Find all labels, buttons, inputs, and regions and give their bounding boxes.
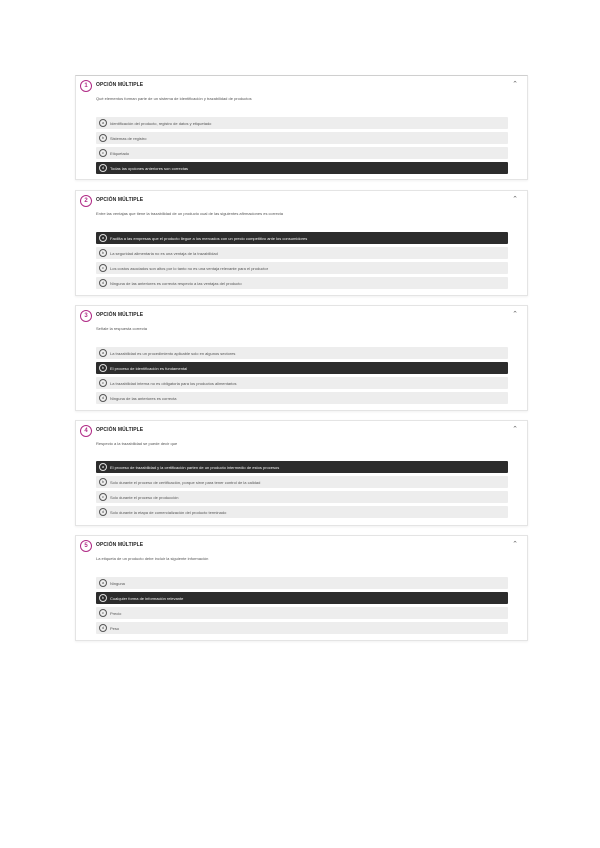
answer-option[interactable] — [96, 117, 508, 129]
question-text: Respecto a la trazabilidad se puede decir que — [96, 441, 178, 446]
question-type: OPCIÓN MÚLTIPLE — [96, 427, 144, 433]
chevron-up-icon[interactable]: ⌃ — [512, 541, 518, 548]
chevron-up-icon[interactable]: ⌃ — [512, 81, 518, 88]
chevron-up-icon[interactable]: ⌃ — [512, 311, 518, 318]
question-header[interactable] — [76, 76, 527, 96]
question-number: 3 — [80, 310, 92, 322]
answer-option[interactable] — [96, 147, 508, 159]
answer-option[interactable] — [96, 476, 508, 488]
option-letter: c — [99, 493, 107, 501]
answer-options — [96, 577, 508, 637]
option-letter: d — [99, 394, 107, 402]
option-letter: c — [99, 264, 107, 272]
chevron-up-icon[interactable]: ⌃ — [512, 196, 518, 203]
option-letter: a — [99, 234, 107, 242]
option-letter: b — [99, 364, 107, 372]
answer-option[interactable] — [96, 262, 508, 274]
option-letter: d — [99, 279, 107, 287]
answer-option[interactable] — [96, 347, 508, 359]
option-text: La seguridad alimentaria no es una ventaja de la trazabilidad — [110, 250, 218, 256]
option-letter: a — [99, 349, 107, 357]
option-text: Solo durante la etapa de comercialización del producto terminado — [110, 509, 227, 515]
option-text: El proceso de trazabilidad y la certificación parten de un producto intermedio de estos procesos — [110, 464, 280, 470]
option-text: Solo durante el proceso de producción — [110, 494, 179, 500]
answer-option[interactable] — [96, 577, 508, 589]
option-text: Ninguna de las anteriores es correcta respecto a las ventajas del producto — [110, 280, 242, 286]
question-text: Señale la respuesta correcta — [96, 326, 147, 331]
option-letter: d — [99, 164, 107, 172]
question-header[interactable] — [76, 191, 527, 211]
answer-option-selected[interactable] — [96, 362, 508, 374]
option-letter: b — [99, 594, 107, 602]
question-type: OPCIÓN MÚLTIPLE — [96, 542, 144, 548]
option-letter: d — [99, 624, 107, 632]
answer-option-selected[interactable] — [96, 461, 508, 473]
option-letter: c — [99, 379, 107, 387]
answer-options — [96, 232, 508, 292]
option-text: Peso — [110, 625, 120, 631]
answer-option[interactable] — [96, 607, 508, 619]
question-type: OPCIÓN MÚLTIPLE — [96, 197, 144, 203]
option-text: La trazabilidad interna no es obligatoria para los productos alimentarios — [110, 380, 237, 386]
answer-option[interactable] — [96, 132, 508, 144]
option-letter: a — [99, 463, 107, 471]
chevron-up-icon[interactable]: ⌃ — [512, 426, 518, 433]
question-type: OPCIÓN MÚLTIPLE — [96, 312, 144, 318]
option-text: Precio — [110, 610, 122, 616]
option-text: Solo durante el proceso de certificación, porque sirve para tener control de la calidad — [110, 479, 261, 485]
question-card — [75, 305, 528, 411]
option-letter: a — [99, 119, 107, 127]
answer-option[interactable] — [96, 277, 508, 289]
answer-options — [96, 117, 508, 177]
option-text: Todas las opciones anteriores son correctas — [110, 165, 189, 171]
answer-option[interactable] — [96, 622, 508, 634]
question-text: Qué elementos forman parte de un sistema de identificación y trazabilidad de productos — [96, 96, 252, 101]
option-text: Ninguna — [110, 580, 125, 586]
answer-options — [96, 347, 508, 407]
option-text: La trazabilidad es un procedimiento aplicable solo en algunos sectores — [110, 350, 236, 356]
option-letter: c — [99, 609, 107, 617]
answer-option-selected[interactable] — [96, 162, 508, 174]
answer-option[interactable] — [96, 247, 508, 259]
option-text: Identificación del producto, registro de datos y etiquetado — [110, 120, 212, 126]
option-text: Los costos asociados son altos por lo tanto no es una ventaja relevante para el productor — [110, 265, 269, 271]
option-letter: d — [99, 508, 107, 516]
option-text: El proceso de identificación es fundamental — [110, 365, 188, 371]
option-text: Sistemas de registro — [110, 135, 147, 141]
question-text: La etiqueta de un producto debe incluir la siguiente información — [96, 556, 209, 561]
answer-option-selected[interactable] — [96, 592, 508, 604]
option-letter: b — [99, 478, 107, 486]
question-card — [75, 535, 528, 641]
option-letter: b — [99, 249, 107, 257]
question-header[interactable] — [76, 421, 527, 441]
answer-option[interactable] — [96, 377, 508, 389]
option-letter: c — [99, 149, 107, 157]
question-number: 4 — [80, 425, 92, 437]
answer-option[interactable] — [96, 491, 508, 503]
option-text: Cualquier forma de información relevante — [110, 595, 184, 601]
question-text: Entre las ventajas que tiene la trazabilidad de un producto cual de las siguientes afirmaciones es correcta — [96, 211, 283, 216]
option-text: Ninguna de las anteriores es correcta — [110, 395, 177, 401]
option-letter: a — [99, 579, 107, 587]
question-number: 5 — [80, 540, 92, 552]
question-type: OPCIÓN MÚLTIPLE — [96, 82, 144, 88]
answer-option[interactable] — [96, 506, 508, 518]
question-card — [75, 420, 528, 526]
option-text: Facilita a las empresas que el producto llegue a los mercados con un precio competitivo ante los consumidores — [110, 235, 308, 241]
question-number: 1 — [80, 80, 92, 92]
answer-options — [96, 461, 508, 521]
question-card — [75, 75, 528, 180]
question-number: 2 — [80, 195, 92, 207]
question-card — [75, 190, 528, 296]
answer-option[interactable] — [96, 392, 508, 404]
question-header[interactable] — [76, 536, 527, 556]
option-text: Etiquetado — [110, 150, 130, 156]
option-letter: b — [99, 134, 107, 142]
question-header[interactable] — [76, 306, 527, 326]
answer-option-selected[interactable] — [96, 232, 508, 244]
